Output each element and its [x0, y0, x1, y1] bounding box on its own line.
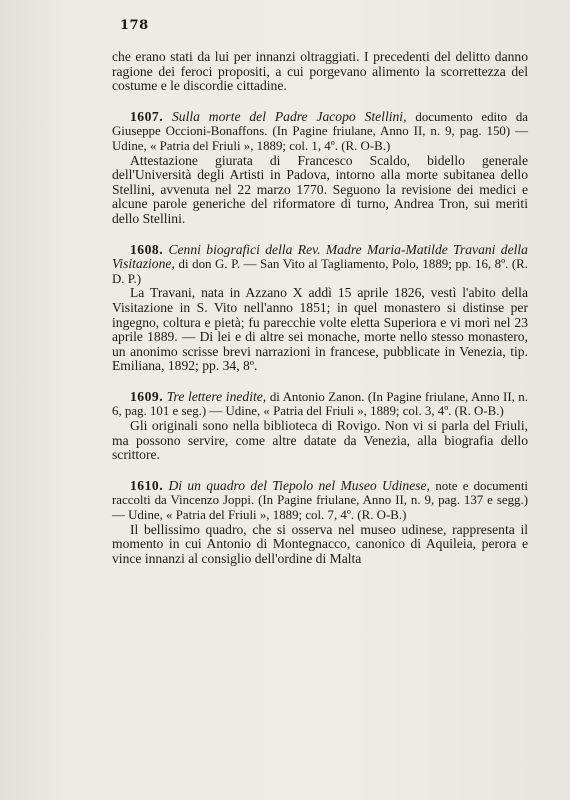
entry-title: Cenni biografici della Rev. Madre Maria-Matilde Travani della Visitazione,: [112, 241, 528, 272]
entry-title: Di un quadro del Tiepolo nel Museo Udinese,: [168, 477, 430, 493]
entry-summary: Il bellissimo quadro, che si osserva nel museo udinese, rappresenta il momento in cui Antonio di Montegnacco, canonico di Aquileia, perora e vince innanzi al consiglio dell'ordine di Malta: [112, 521, 528, 566]
entry-summary: Gli originali sono nella biblioteca di Rovigo. Non vi si parla del Friuli, ma possono servire, come altre datate da Venezia, alla biografia dello scrittore.: [112, 418, 528, 463]
entry-reference: di don G. P. — San Vito al Tagliamento, Polo, 1889; pp. 16, 8º. (R. D. P.): [112, 257, 528, 286]
continuation-paragraph: che erano stati da lui per innanzi oltraggiati. I precedenti del delitto danno ragione dei feroci propositi, a cui porgevano alimento la scorrettezza del costume e le discordie cittadine.: [112, 49, 528, 94]
entry-1607: [112, 110, 528, 154]
entry-reference: note e documenti raccolti da Vincenzo Joppi. (In Pagine friulane, Anno II, n. 9, pag. 137 e segg.) — Udine, « Patria del Friuli », 1889; col. 7, 4º. (R. O-B.): [112, 478, 528, 523]
entry-reference: di Antonio Zanon. (In Pagine friulane, Anno II, n. 6, pag. 101 e seg.) — Udine, « Patria del Friuli », 1889; col. 3, 4º. (R. O-B.): [112, 389, 528, 419]
entry-number: 1607.: [130, 108, 164, 124]
entry-number: 1609.: [130, 388, 164, 404]
page-number: 178: [120, 18, 149, 33]
entry-summary: Attestazione giurata di Francesco Scaldo, bidello generale dell'Università degli Artisti in Padova, intorno alla morte subitanea dello Stellini, avvenuta nel 22 marzo 1770. Seguono la revisione dei medici e alcune parole generiche del riformatore di turno, Andrea Tron, sui meriti dello Stellini.: [112, 152, 528, 226]
entry-1609: [112, 390, 528, 419]
entry-title: Sulla morte del Padre Jacopo Stellini,: [171, 108, 407, 124]
entry-number: 1610.: [130, 477, 164, 493]
entry-1608: [112, 243, 528, 287]
entry-reference: documento edito da Giuseppe Occioni-Bonaffons. (In Pagine friulane, Anno II, n. 9, pag. 150) — Udine, « Patria del Friuli », 1889; col. 1, 4º. (R. O-B.): [112, 109, 528, 153]
entry-1610: [112, 479, 528, 523]
entry-number: 1608.: [130, 241, 164, 257]
entry-summary: La Travani, nata in Azzano X addì 15 aprile 1826, vestì l'abito della Visitazione in S. Vito nell'anno 1851; in quel monastero si distinse per ingegno, coltura e pietà; fu parecchie volte eletta Superiora e vi morì nel 23 aprile 1889. — Di lei e di altre sei monache, morte nello stesso monastero, un anonimo scrisse brevi narrazioni in francese, pubblicate in Venezia, tip. Emiliana, 1892; pp. 34, 8º.: [112, 285, 528, 374]
entry-title: Tre lettere inedite,: [166, 388, 267, 404]
page-body: [112, 50, 528, 566]
